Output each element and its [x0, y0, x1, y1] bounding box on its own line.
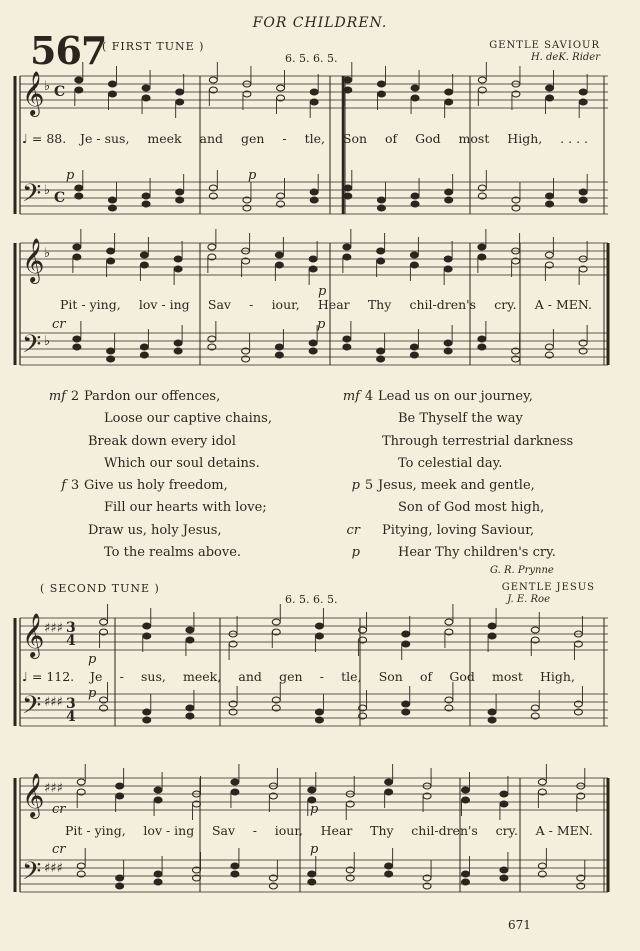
- second-tune-meter: 6. 5. 6. 5.: [285, 593, 338, 606]
- verses-left-column: [36, 386, 272, 564]
- lyric-syllable: lov - ing: [143, 823, 195, 838]
- note-head: [445, 89, 453, 95]
- note-head: [231, 789, 239, 795]
- verse-text: Jesus, meek and gentle,: [378, 478, 535, 494]
- lyric-syllable: . . . .: [560, 131, 588, 146]
- bass-clef-icon: 𝄢: [22, 330, 42, 365]
- dynamic-marking: p: [88, 652, 97, 667]
- note-head: [411, 201, 419, 207]
- note-head: [174, 340, 182, 346]
- note-head: [309, 340, 317, 346]
- note-head: [377, 197, 385, 203]
- lyric-syllable: meek: [147, 131, 182, 146]
- note-head: [209, 77, 217, 83]
- verse-text: Which our soul detains.: [104, 455, 260, 471]
- note-head: [108, 205, 116, 211]
- note-head: [538, 779, 546, 785]
- note-head: [344, 77, 352, 83]
- verse-line: [330, 497, 573, 519]
- lyric-syllable: gen: [241, 131, 265, 146]
- lyric-syllable: iour,: [271, 297, 300, 312]
- note-head: [500, 801, 508, 807]
- first-tune-name: GENTLE SAVIOUR: [489, 40, 600, 51]
- note-head: [444, 348, 452, 354]
- verse-number: 3: [70, 478, 80, 494]
- dynamic-marking: p: [310, 802, 319, 817]
- key-signature: ♯♯♯: [44, 861, 63, 876]
- key-signature: ♭: [44, 79, 51, 94]
- key-signature: ♯♯♯: [44, 621, 63, 636]
- note-head: [315, 709, 323, 715]
- note-head: [478, 254, 486, 260]
- note-head: [377, 348, 385, 354]
- verse-text: Hear Thy children's cry.: [398, 545, 556, 561]
- note-head: [410, 252, 418, 258]
- dynamic-marking: cr: [52, 317, 66, 332]
- note-head: [140, 262, 148, 268]
- note-head: [315, 633, 323, 639]
- note-head: [186, 705, 194, 711]
- dynamic-marking: p: [310, 842, 319, 857]
- note-head: [116, 883, 124, 889]
- lyric-syllable: High,: [507, 131, 543, 146]
- note-head: [73, 336, 81, 342]
- note-head: [478, 344, 486, 350]
- time-signature: C: [54, 190, 66, 206]
- note-head: [272, 619, 280, 625]
- lyric-syllable: -: [252, 823, 258, 838]
- note-head: [310, 89, 318, 95]
- verse-line: [36, 497, 272, 519]
- note-head: [107, 356, 115, 362]
- page-header: FOR CHILDREN.: [252, 15, 388, 31]
- note-head: [186, 627, 194, 633]
- note-head: [377, 205, 385, 211]
- verse-dynamic: mf: [342, 389, 360, 404]
- verse-line: [36, 408, 272, 430]
- note-head: [140, 352, 148, 358]
- note-head: [77, 779, 85, 785]
- note-head: [186, 637, 194, 643]
- note-head: [500, 875, 508, 881]
- note-head: [308, 879, 316, 885]
- lyric-syllable: gen: [279, 669, 303, 684]
- note-head: [108, 197, 116, 203]
- verse-line: [330, 542, 573, 564]
- verse-line: [36, 453, 272, 475]
- note-head: [309, 256, 317, 262]
- note-head: [445, 197, 453, 203]
- note-head: [343, 344, 351, 350]
- note-head: [500, 791, 508, 797]
- note-head: [545, 252, 553, 258]
- lyric-syllable: lov - ing: [138, 297, 190, 312]
- note-head: [411, 193, 419, 199]
- note-head: [73, 254, 81, 260]
- note-head: [108, 81, 116, 87]
- staff-system: [0, 768, 640, 908]
- note-head: [174, 348, 182, 354]
- verse-line: [36, 475, 272, 497]
- time-signature: C: [54, 84, 66, 100]
- second-tune-composer: J. E. Roe: [507, 594, 550, 605]
- note-head: [107, 248, 115, 254]
- lyric-syllable: Thy: [367, 297, 392, 312]
- verse-text: Lead us on our journey,: [378, 389, 533, 404]
- first-tune-label: ( FIRST TUNE ): [102, 40, 205, 53]
- lyric-syllable: of: [420, 669, 433, 684]
- note-head: [142, 193, 150, 199]
- lyric-syllable: tle,: [341, 669, 362, 684]
- note-head: [310, 99, 318, 105]
- note-head: [309, 266, 317, 272]
- lyric-syllable: -: [282, 131, 287, 146]
- note-head: [142, 95, 150, 101]
- note-head: [275, 352, 283, 358]
- note-head: [344, 193, 352, 199]
- lyric-syllable: Hear: [317, 297, 350, 312]
- verse-text: To celestial day.: [398, 455, 503, 471]
- verse-text: To the realms above.: [104, 545, 242, 561]
- verse-line: [36, 386, 272, 408]
- note-head: [275, 252, 283, 258]
- note-head: [174, 256, 182, 262]
- note-head: [73, 244, 81, 250]
- lyric-syllable: Pit - ying,: [60, 297, 121, 312]
- key-signature: ♭: [44, 183, 51, 198]
- lyric-syllable: Son: [378, 669, 403, 684]
- note-head: [154, 879, 162, 885]
- note-head: [344, 185, 352, 191]
- verse-dynamic: cr: [346, 522, 360, 538]
- dynamic-marking: p: [66, 168, 75, 183]
- verse-number: 4: [364, 389, 374, 404]
- note-head: [186, 713, 194, 719]
- verses-right-column: [330, 386, 573, 564]
- note-head: [444, 266, 452, 272]
- note-head: [116, 793, 124, 799]
- dynamic-marking: cr: [52, 842, 66, 857]
- lyric-syllable: and: [238, 669, 262, 684]
- note-head: [315, 623, 323, 629]
- note-head: [140, 252, 148, 258]
- note-head: [531, 627, 539, 633]
- note-head: [488, 717, 496, 723]
- verse-line: [330, 408, 573, 430]
- verse-dynamic: p: [351, 478, 360, 494]
- note-head: [108, 91, 116, 97]
- time-signature: 3 4: [66, 620, 76, 649]
- bass-clef-icon: 𝄢: [22, 179, 42, 214]
- lyric-syllable: A - MEN.: [534, 297, 592, 312]
- hymn-number: 567: [30, 28, 107, 73]
- lyric-syllable: -: [249, 297, 254, 312]
- note-head: [142, 201, 150, 207]
- note-head: [579, 89, 587, 95]
- note-head: [478, 77, 486, 83]
- verse-text: Pardon our offences,: [84, 389, 221, 404]
- note-head: [385, 789, 393, 795]
- page-number: 671: [508, 918, 531, 932]
- dynamic-marking: p: [88, 686, 97, 701]
- note-head: [377, 81, 385, 87]
- second-tune-label: ( SECOND TUNE ): [40, 582, 160, 595]
- note-head: [176, 189, 184, 195]
- note-head: [176, 89, 184, 95]
- second-tune-lyrics-line1: [90, 669, 575, 684]
- note-head: [75, 87, 83, 93]
- first-tune-meter: 6. 5. 6. 5.: [285, 52, 338, 65]
- note-head: [310, 189, 318, 195]
- lyric-syllable: iour,: [274, 823, 303, 838]
- note-head: [488, 633, 496, 639]
- note-head: [402, 701, 410, 707]
- key-signature: ♭: [44, 334, 51, 349]
- verse-text: Draw us, holy Jesus,: [88, 522, 222, 538]
- lyric-syllable: -: [119, 669, 124, 684]
- note-head: [143, 717, 151, 723]
- note-head: [546, 193, 554, 199]
- lyric-syllable: cry.: [494, 297, 517, 312]
- note-head: [402, 709, 410, 715]
- note-head: [107, 348, 115, 354]
- verse-line: [330, 475, 573, 497]
- verse-dynamic: p: [351, 545, 360, 561]
- note-head: [579, 99, 587, 105]
- note-head: [73, 344, 81, 350]
- note-head: [231, 871, 239, 877]
- second-tune-tempo: ♩ = 112.: [22, 669, 75, 684]
- verse-line: [36, 431, 272, 453]
- lyric-syllable: meek,: [183, 669, 222, 684]
- note-head: [462, 871, 470, 877]
- lyric-syllable: Thy: [370, 823, 394, 838]
- lyric-syllable: God: [415, 131, 441, 146]
- note-head: [143, 633, 151, 639]
- note-head: [315, 717, 323, 723]
- note-head: [275, 262, 283, 268]
- note-head: [154, 797, 162, 803]
- verse-number: 2: [70, 389, 80, 404]
- note-head: [208, 244, 216, 250]
- first-tune-composer: H. deK. Rider: [530, 52, 600, 63]
- verse-text: Give us holy freedom,: [84, 478, 228, 494]
- note-head: [308, 871, 316, 877]
- lyric-syllable: most: [492, 669, 523, 684]
- note-head: [100, 619, 108, 625]
- note-head: [377, 91, 385, 97]
- note-head: [377, 258, 385, 264]
- lyric-syllable: chil-dren's: [409, 297, 477, 312]
- note-head: [410, 344, 418, 350]
- lyric-syllable: Pit - ying,: [65, 823, 126, 838]
- note-head: [410, 352, 418, 358]
- note-head: [385, 779, 393, 785]
- lyric-syllable: Sav: [211, 823, 236, 838]
- note-head: [142, 85, 150, 91]
- note-head: [377, 356, 385, 362]
- note-head: [308, 787, 316, 793]
- note-head: [444, 340, 452, 346]
- note-head: [385, 863, 393, 869]
- note-head: [75, 185, 83, 191]
- note-head: [402, 631, 410, 637]
- lyric-syllable: sus,: [141, 669, 166, 684]
- note-head: [310, 197, 318, 203]
- note-head: [107, 258, 115, 264]
- note-head: [275, 344, 283, 350]
- note-head: [546, 201, 554, 207]
- note-head: [140, 344, 148, 350]
- note-head: [75, 193, 83, 199]
- treble-clef-icon: 𝄞: [22, 773, 45, 817]
- note-head: [154, 871, 162, 877]
- note-head: [445, 189, 453, 195]
- note-head: [462, 879, 470, 885]
- note-head: [411, 95, 419, 101]
- note-head: [488, 709, 496, 715]
- note-head: [579, 189, 587, 195]
- time-signature: 3 4: [66, 696, 76, 725]
- note-head: [176, 99, 184, 105]
- verse-line: [330, 520, 573, 542]
- note-head: [546, 95, 554, 101]
- note-head: [462, 787, 470, 793]
- lyric-syllable: -: [319, 669, 324, 684]
- first-tune-tempo: ♩ = 88.: [22, 131, 67, 146]
- note-head: [231, 779, 239, 785]
- verse-line: [330, 431, 573, 453]
- note-head: [462, 797, 470, 803]
- verse-dynamic: f: [61, 478, 66, 494]
- note-head: [488, 623, 496, 629]
- note-head: [309, 348, 317, 354]
- note-head: [344, 87, 352, 93]
- hymn-author: G. R. Prynne: [490, 565, 554, 576]
- note-head: [500, 867, 508, 873]
- note-head: [411, 85, 419, 91]
- lyric-syllable: Sav: [207, 297, 231, 312]
- verse-line: [330, 386, 573, 408]
- note-head: [343, 336, 351, 342]
- dynamic-marking: p: [248, 168, 257, 183]
- note-head: [579, 197, 587, 203]
- lyric-syllable: Son: [342, 131, 368, 146]
- note-head: [343, 254, 351, 260]
- dynamic-marking: p: [317, 317, 326, 332]
- lyric-syllable: High,: [540, 669, 575, 684]
- lyric-syllable: chil-dren's: [411, 823, 478, 838]
- verse-text: Through terrestrial darkness: [382, 433, 574, 449]
- lyric-syllable: of: [384, 131, 398, 146]
- bass-clef-icon: 𝄢: [22, 857, 42, 892]
- verse-text: Fill our hearts with love;: [104, 500, 267, 516]
- key-signature: ♭: [44, 246, 51, 261]
- note-head: [231, 863, 239, 869]
- verse-line: [36, 520, 272, 542]
- note-head: [343, 244, 351, 250]
- treble-clef-icon: 𝄞: [22, 71, 45, 115]
- dynamic-marking: p: [318, 284, 327, 299]
- note-head: [445, 619, 453, 625]
- dynamic-marking: cr: [52, 802, 66, 817]
- note-head: [75, 77, 83, 83]
- note-head: [143, 709, 151, 715]
- note-head: [116, 875, 124, 881]
- verse-text: Son of God most high,: [398, 500, 545, 516]
- first-tune-lyrics-line1: [80, 131, 588, 146]
- first-tune-lyrics-line2: [60, 297, 592, 312]
- verse-number: 5: [364, 478, 374, 494]
- note-head: [478, 244, 486, 250]
- note-head: [116, 783, 124, 789]
- lyric-syllable: A - MEN.: [535, 823, 593, 838]
- lyric-syllable: and: [199, 131, 224, 146]
- note-head: [444, 256, 452, 262]
- verse-dynamic: mf: [48, 389, 66, 404]
- note-head: [385, 871, 393, 877]
- note-head: [143, 623, 151, 629]
- note-head: [277, 85, 285, 91]
- note-head: [546, 85, 554, 91]
- verse-line: [36, 542, 272, 564]
- lyric-syllable: most: [458, 131, 490, 146]
- key-signature: ♯♯♯: [44, 781, 63, 796]
- note-head: [478, 336, 486, 342]
- lyric-syllable: tle,: [304, 131, 325, 146]
- lyric-syllable: cry.: [495, 823, 518, 838]
- verse-text: Pitying, loving Saviour,: [382, 522, 535, 538]
- note-head: [402, 641, 410, 647]
- second-tune-lyrics-line2: [65, 823, 593, 838]
- second-tune-name: GENTLE JESUS: [501, 582, 595, 593]
- verse-text: Break down every idol: [88, 433, 236, 449]
- lyric-syllable: God: [449, 669, 475, 684]
- lyric-syllable: Je: [90, 669, 103, 684]
- key-signature: ♯♯♯: [44, 695, 63, 710]
- note-head: [154, 787, 162, 793]
- treble-clef-icon: 𝄞: [22, 238, 45, 282]
- lyric-syllable: Je - sus,: [80, 131, 130, 146]
- verse-text: Be Thyself the way: [398, 411, 523, 427]
- lyric-syllable: Hear: [320, 823, 353, 838]
- note-head: [410, 262, 418, 268]
- verse-line: [330, 453, 573, 475]
- note-head: [174, 266, 182, 272]
- note-head: [176, 197, 184, 203]
- verse-text: Loose our captive chains,: [104, 411, 272, 427]
- bass-clef-icon: 𝄢: [22, 691, 42, 726]
- note-head: [377, 248, 385, 254]
- treble-clef-icon: 𝄞: [22, 613, 45, 657]
- note-head: [445, 99, 453, 105]
